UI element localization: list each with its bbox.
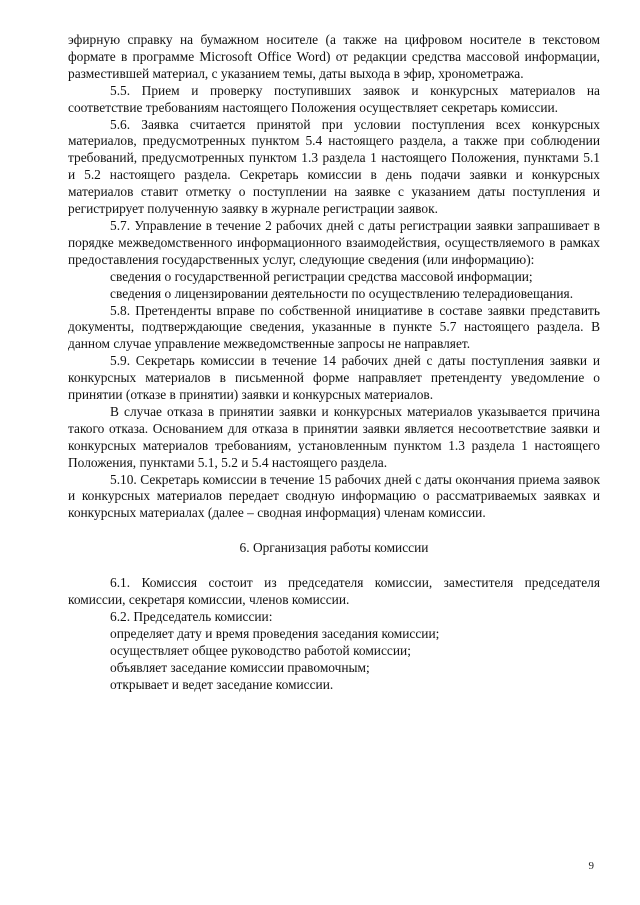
- paragraph-5-7-item-registration: сведения о государственной регистрации средства массовой информации;: [110, 268, 533, 284]
- paragraph-5-5: 5.5. Прием и проверку поступивших заявок и конкурсных материалов на соответствие требованиям настоящего Положения осуществляет секретарь комиссии.: [68, 82, 600, 115]
- paragraph-6-2: 6.2. Председатель комиссии:: [110, 609, 273, 624]
- paragraph-5-9: 5.9. Секретарь комиссии в течение 14 рабочих дней с даты поступления заявки и конкурсных материалов в письменной форме направляет претенденту уведомление о принятии (отказе в принятии) заявки и конкурсных материалов.: [68, 353, 600, 403]
- section-6-heading: 6. Организация работы комиссии: [239, 540, 429, 556]
- page-number: 9: [588, 860, 594, 872]
- paragraph-5-7-item-licensing: сведения о лицензировании деятельности по осуществлению телерадиовещания.: [110, 285, 574, 301]
- paragraph-5-9-refusal: В случае отказа в принятии заявки и конкурсных материалов указывается причина такого отказа. Основанием для отказа в принятии заявки является несоответствие заявки и конкурсных материалов требованиям, установленным пунктом 1.3 раздела 1 настоящего Положения, пунктами 5.1, 5.2 и 5.4 настоящего раздела.: [68, 403, 600, 470]
- paragraph-6-2-item-date: определяет дату и время проведения заседания комиссии;: [110, 625, 440, 641]
- paragraph-6-1: 6.1. Комиссия состоит из председателя комиссии, заместителя председателя комиссии, секретаря комиссии, членов комиссии.: [68, 575, 600, 608]
- paragraph-6-2-item-quorum: объявляет заседание комиссии правомочным;: [110, 659, 370, 675]
- paragraph-5-6: 5.6. Заявка считается принятой при условии поступления всех конкурсных материалов, предусмотренных пунктом 5.4 настоящего раздела, а также при соблюдении требований, предусмотренных пунктом 1.3 раздела 1 настоящего Положения, пунктами 5.1 и 5.2 настоящего раздела. Секретарь комиссии в день подачи заявки и конкурсных материалов ставит отметку о поступлении на заявке с указанием даты поступления и регистрирует полученную заявку в журнале регистрации заявок.: [68, 116, 600, 217]
- paragraph-5-8: 5.8. Претенденты вправе по собственной инициативе в составе заявки представить документы, подтверждающие сведения, указанные в пункте 5.7 настоящего раздела. В данном случае управление межведомственные запросы не направляет.: [68, 302, 600, 352]
- paragraph-6-2-item-conduct: открывает и ведет заседание комиссии.: [110, 676, 334, 692]
- paragraph-6-2-item-management: осуществляет общее руководство работой комиссии;: [110, 642, 411, 658]
- paragraph-5-10: 5.10. Секретарь комиссии в течение 15 рабочих дней с даты окончания приема заявок и конкурсных материалов передает сводную информацию о рассматриваемых заявках и конкурсных материалах (далее – сводная информация) членам комиссии.: [68, 471, 600, 521]
- paragraph-5-4-continuation: эфирную справку на бумажном носителе (а также на цифровом носителе в текстовом формате в программе Microsoft Office Word) от редакции средства массовой информации, разместившей материал, с указанием темы, даты выхода в эфир, хронометража.: [68, 32, 600, 81]
- paragraph-5-7: 5.7. Управление в течение 2 рабочих дней с даты регистрации заявки запрашивает в порядке межведомственного информационного взаимодействия, осуществляемого в рамках предоставления государственных услуг, следующие сведения (или информацию):: [68, 217, 600, 267]
